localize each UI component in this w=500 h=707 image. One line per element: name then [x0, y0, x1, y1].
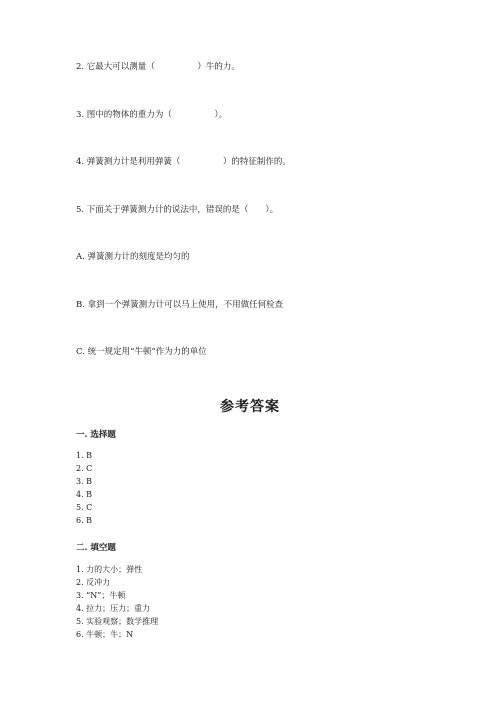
list-item: 4. 拉力；压力；重力 [76, 603, 151, 613]
list-item: 1. B [76, 451, 93, 460]
answer-key-title: 参考答案 [220, 399, 280, 415]
option-b: B. 拿到一个弹簧测力计可以马上使用，不用做任何检查 [76, 300, 284, 310]
list-item: 1. 力的大小；弹性 [76, 565, 143, 574]
list-item: 5. C [76, 502, 93, 512]
question-3: 3. 图中的物体的重力为（ ）。 [76, 110, 228, 120]
list-item: 2. 反冲力 [76, 577, 111, 587]
list-item: 4. B [76, 489, 93, 499]
list-item: 3. “N”；牛顿 [76, 590, 126, 600]
question-2: 2. 它最大可以测量（ ）牛的力。 [76, 62, 240, 72]
section-choice-title: 一. 选择题 [76, 430, 116, 440]
choice-answer-list [76, 450, 92, 527]
list-item: 5. 实验观察；数学推理 [76, 616, 159, 626]
list-item: 6. B [76, 515, 93, 525]
section-fill-title: 二. 填空题 [76, 543, 116, 553]
option-a: A. 弹簧测力计的刻度是均匀的 [76, 252, 190, 262]
question-5: 5. 下面关于弹簧测力计的说法中，错误的是（ ）。 [76, 205, 279, 215]
option-c: C. 统一规定用“牛顿”作为力的单位 [76, 347, 207, 357]
fill-answer-list [76, 564, 158, 641]
list-item: 6. 牛顿；牛；N [76, 629, 134, 639]
question-4: 4. 弹簧测力计是利用弹簧（ ）的特征制作的。 [76, 157, 291, 167]
list-item: 2. C [76, 463, 93, 473]
list-item: 3. B [76, 476, 93, 486]
